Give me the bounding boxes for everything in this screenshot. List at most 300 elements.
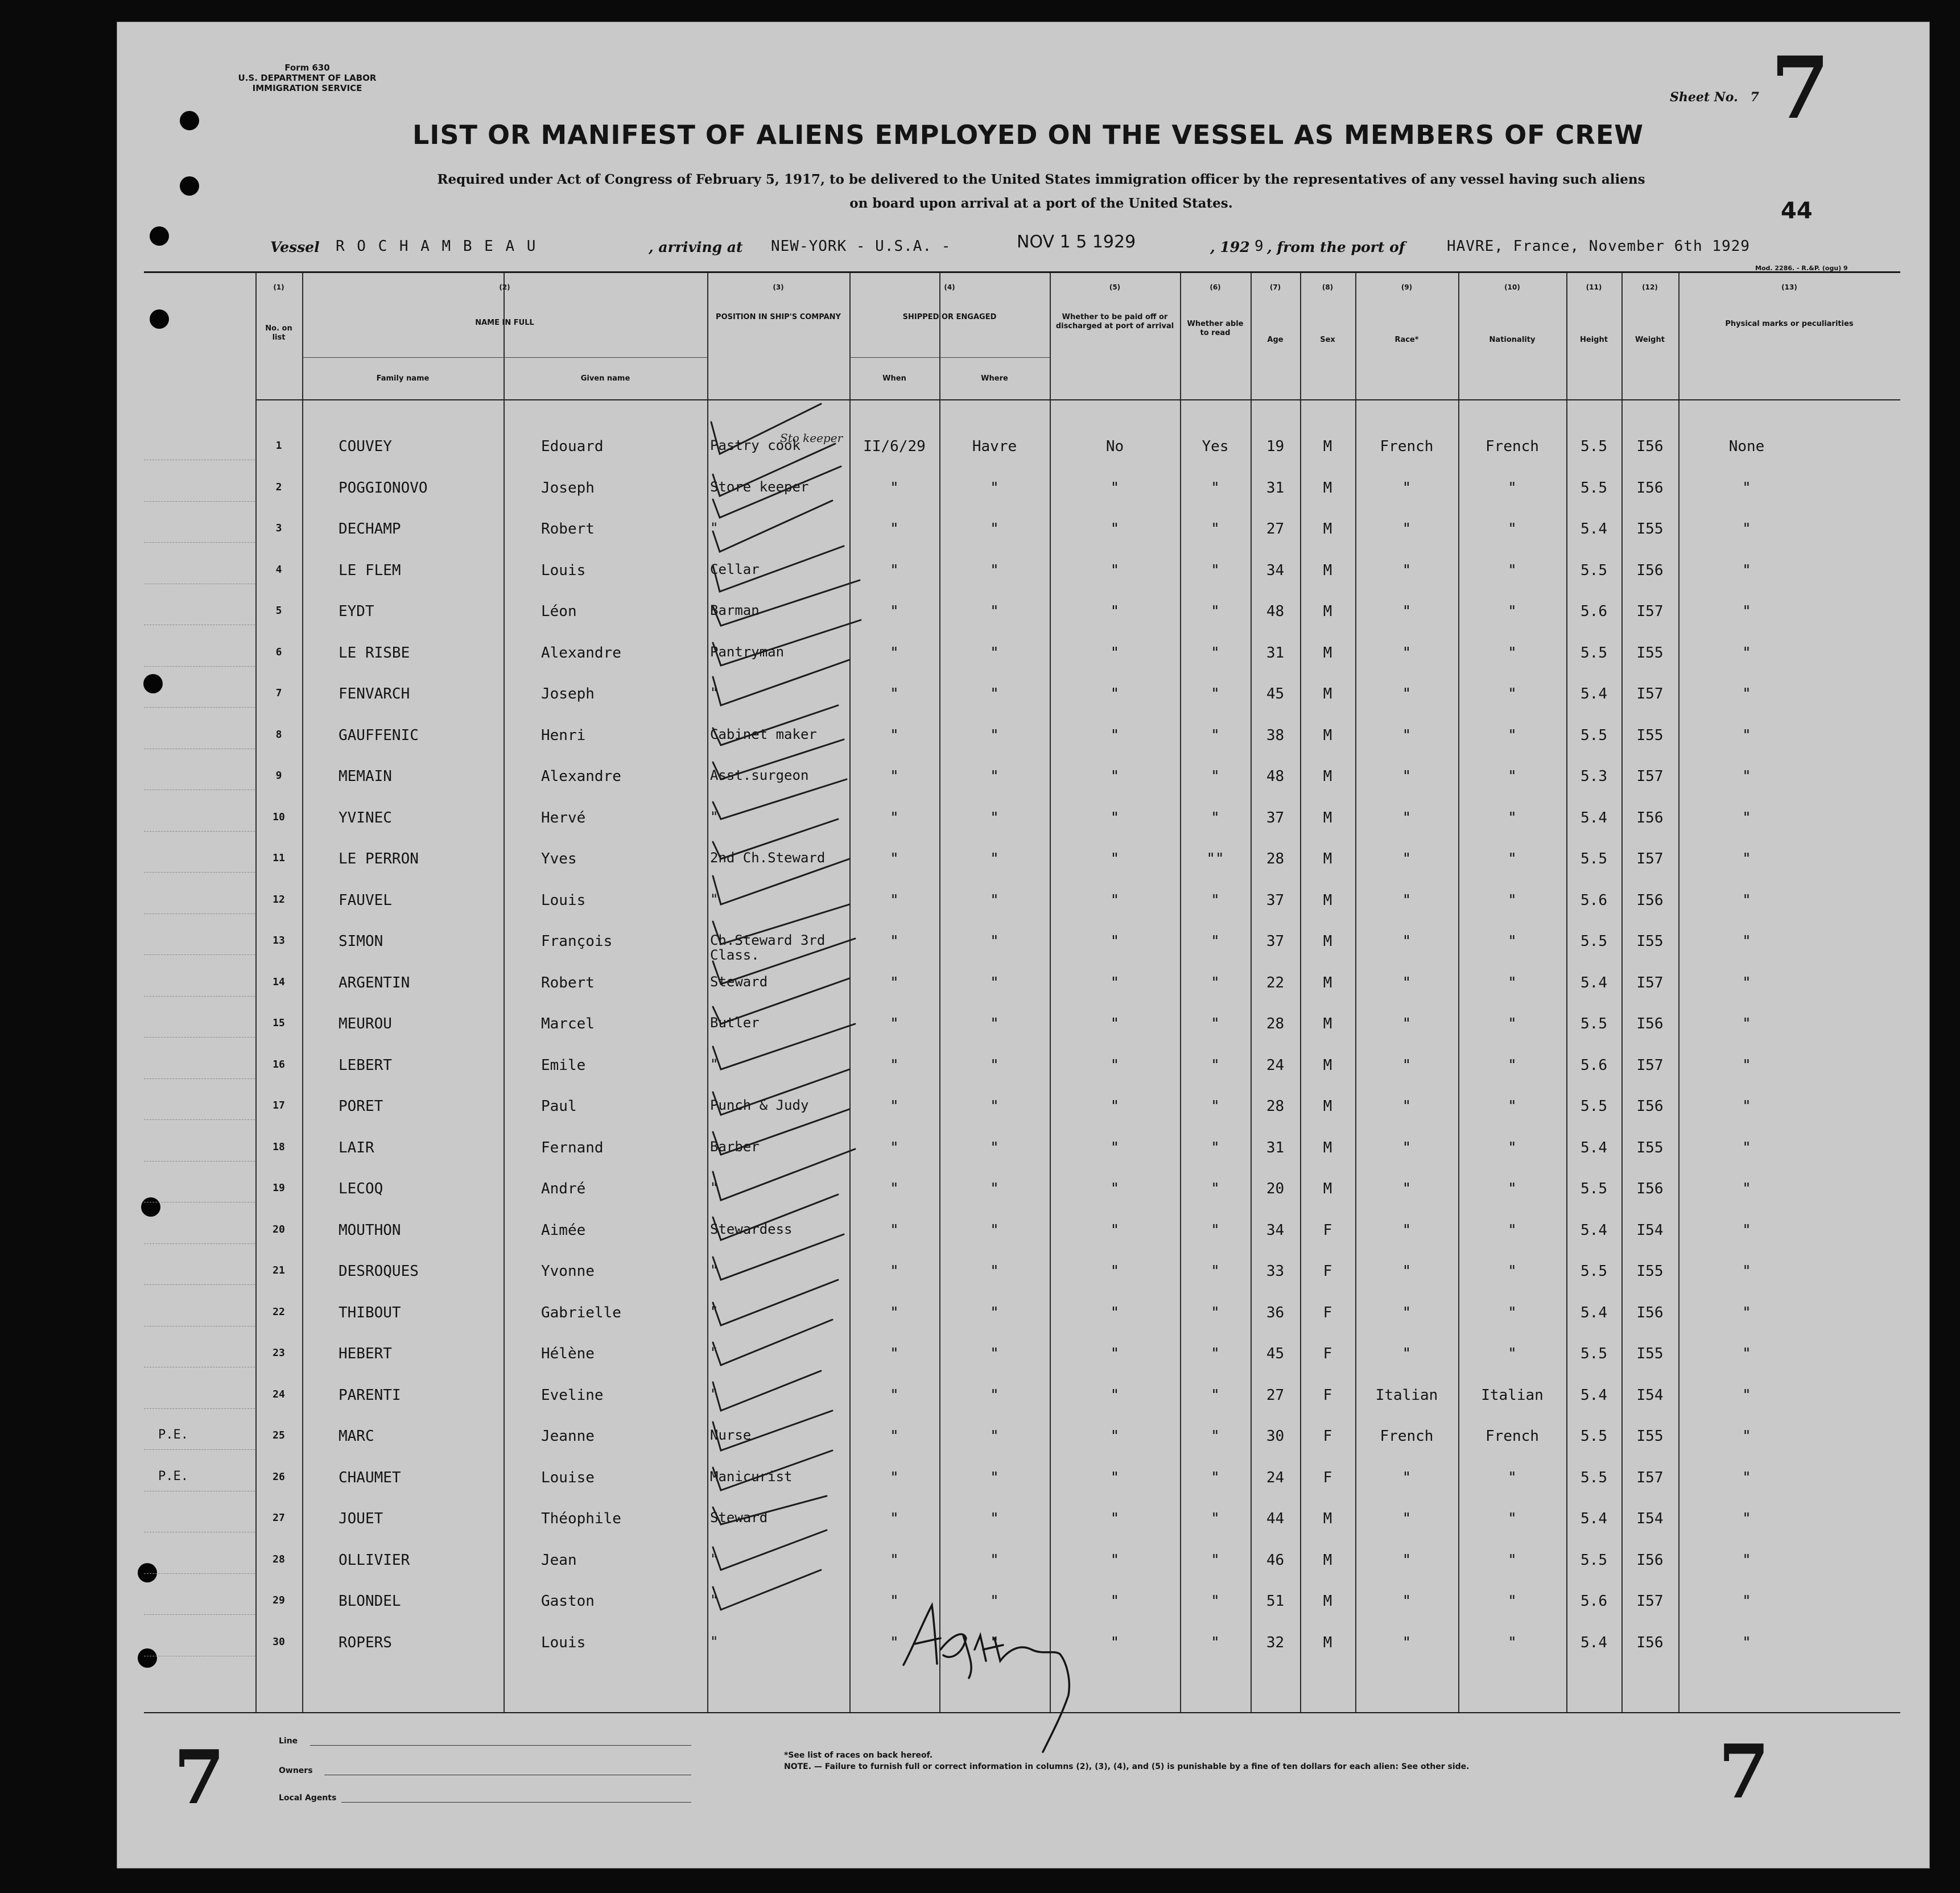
vessel-line (270, 232, 1909, 262)
cell-height: 5.5 (1581, 1015, 1607, 1032)
cell-paid: " (1110, 809, 1120, 826)
cell-nationality: " (1508, 1304, 1517, 1321)
row-number: 13 (273, 935, 285, 946)
cell-age: 31 (1266, 1139, 1285, 1156)
cell-marks: " (1742, 768, 1751, 785)
cell-marks: " (1742, 1386, 1751, 1404)
cell-when: " (890, 1139, 899, 1156)
cell-race: French (1380, 1428, 1434, 1445)
row-number: 19 (273, 1182, 285, 1194)
col-number: (13) (1781, 283, 1797, 291)
sheet-value: 7 (1750, 90, 1759, 105)
cell-marks: " (1742, 1139, 1751, 1156)
cell-where: " (990, 1386, 999, 1404)
cell-age: 27 (1266, 1386, 1285, 1404)
cell-position: " (710, 520, 719, 536)
handwritten-note: Sto keeper (780, 431, 843, 445)
cell-family: CHAUMET (339, 1469, 401, 1486)
cell-sex: M (1323, 850, 1332, 867)
cell-where: " (990, 685, 999, 702)
cell-family: COUVEY (339, 438, 392, 455)
cell-marks: " (1742, 933, 1751, 950)
cell-when: " (890, 1634, 899, 1651)
cell-sex: M (1323, 809, 1332, 826)
cell-read: " (1211, 1056, 1220, 1074)
cell-marks: " (1742, 850, 1751, 867)
cell-height: 5.5 (1581, 1345, 1607, 1362)
cell-read: " (1211, 933, 1220, 950)
cell-weight: I56 (1636, 891, 1664, 909)
cell-position: Store keeper (710, 478, 809, 495)
cell-family: OLLIVIER (339, 1551, 410, 1569)
cell-marks: " (1742, 1263, 1751, 1280)
cell-position: Pantryman (710, 643, 785, 660)
cell-age: 34 (1266, 561, 1285, 579)
cell-when: " (890, 809, 899, 826)
cell-marks: " (1742, 1593, 1751, 1610)
cell-nationality: " (1508, 1345, 1517, 1362)
cell-when: " (890, 1428, 899, 1445)
cell-position: Butler (710, 1015, 760, 1031)
cell-when: " (890, 520, 899, 538)
cell-where: " (990, 1263, 999, 1280)
cell-read: " (1211, 768, 1220, 785)
cell-read: " (1211, 1098, 1220, 1115)
cell-position: Steward (710, 973, 768, 990)
cell-paid: " (1110, 1386, 1120, 1404)
cell-marks: " (1742, 1428, 1751, 1445)
cell-when: " (890, 1180, 899, 1197)
cell-family: MARC (339, 1428, 374, 1445)
cell-weight: I57 (1636, 1056, 1664, 1074)
cell-marks: " (1742, 1345, 1751, 1362)
cell-nationality: Italian (1481, 1386, 1544, 1404)
row-number: 21 (273, 1264, 285, 1276)
cell-paid: " (1110, 933, 1120, 950)
cell-weight: I55 (1636, 1263, 1664, 1280)
row-number: 11 (273, 852, 285, 864)
cell-marks: " (1742, 1056, 1751, 1074)
binder-hole (180, 111, 199, 130)
cell-height: 5.5 (1581, 1180, 1607, 1197)
cell-height: 5.4 (1581, 974, 1607, 991)
cell-position: " (710, 808, 719, 825)
cell-when: " (890, 768, 899, 785)
cell-where: " (990, 809, 999, 826)
cell-given: Jean (541, 1551, 577, 1569)
cell-weight: I57 (1636, 850, 1664, 867)
cell-nationality: " (1508, 1221, 1517, 1239)
cell-given: Alexandre (541, 768, 621, 785)
cell-given: Fernand (541, 1139, 604, 1156)
agents-label: Local Agents (279, 1793, 337, 1803)
cell-when: " (890, 1345, 899, 1362)
cell-marks: " (1742, 1304, 1751, 1321)
line-field (310, 1745, 691, 1746)
cell-race: " (1402, 850, 1412, 867)
cell-when: " (890, 1386, 899, 1404)
cell-marks: " (1742, 809, 1751, 826)
cell-age: 24 (1266, 1469, 1285, 1486)
cell-family: THIBOUT (339, 1304, 401, 1321)
cell-given: Hervé (541, 809, 586, 826)
cell-sex: M (1323, 768, 1332, 785)
cell-position: " (710, 1056, 719, 1072)
cell-where: " (990, 1098, 999, 1115)
cell-nationality: French (1486, 1428, 1539, 1445)
cell-position: " (710, 1262, 719, 1278)
cell-weight: I56 (1636, 479, 1664, 497)
cell-paid: " (1110, 1263, 1120, 1280)
cell-paid: " (1110, 1469, 1120, 1486)
cell-paid: " (1110, 768, 1120, 785)
cell-position: Steward (710, 1510, 768, 1526)
cell-read: " (1211, 1263, 1220, 1280)
cell-nationality: " (1508, 561, 1517, 579)
cell-marks: " (1742, 891, 1751, 909)
cell-where: " (990, 1551, 999, 1569)
cell-read: " (1211, 685, 1220, 702)
cell-sex: M (1323, 891, 1332, 909)
cell-nationality: " (1508, 1551, 1517, 1569)
header-able-to-read: Whether able to read (1187, 320, 1244, 337)
col-number: (7) (1269, 283, 1281, 291)
cell-paid: " (1110, 1098, 1120, 1115)
cell-family: BLONDEL (339, 1593, 401, 1610)
cell-family: PORET (339, 1098, 383, 1115)
cell-height: 5.5 (1581, 1469, 1607, 1486)
cell-nationality: " (1508, 1098, 1517, 1115)
row-number: 14 (273, 976, 285, 988)
pe-mark: P.E. (158, 1469, 188, 1483)
cell-where: " (990, 891, 999, 909)
cell-read: " (1211, 1304, 1220, 1321)
subtitle-line-1: Required under Act of Congress of February 5, 1917, to be delivered to the United States immigration officer by the representatives of any vessel having such aliens (437, 172, 1645, 187)
cell-position: Punch & Judy (710, 1097, 809, 1113)
cell-read: "" (1206, 850, 1224, 867)
cell-read: " (1211, 1221, 1220, 1239)
cell-age: 27 (1266, 520, 1285, 538)
cell-where: " (990, 520, 999, 538)
cell-paid: " (1110, 850, 1120, 867)
cell-paid: " (1110, 1180, 1120, 1197)
cell-age: 28 (1266, 850, 1285, 867)
cell-read: " (1211, 520, 1220, 538)
cell-position: Cabinet maker (710, 726, 817, 742)
cell-weight: I56 (1636, 1180, 1664, 1197)
cell-position: Stewardess (710, 1221, 793, 1237)
cell-marks: " (1742, 1221, 1751, 1239)
cell-age: 20 (1266, 1180, 1285, 1197)
cell-height: 5.5 (1581, 1428, 1607, 1445)
arriving-port: NEW-YORK - U.S.A. - (771, 238, 951, 255)
cell-height: 5.4 (1581, 1634, 1607, 1651)
cell-paid: " (1110, 1345, 1120, 1362)
cell-sex: M (1323, 1098, 1332, 1115)
header-race: Race* (1394, 336, 1419, 344)
cell-marks: " (1742, 603, 1751, 620)
cell-position: " (710, 891, 719, 907)
cell-age: 34 (1266, 1221, 1285, 1239)
cell-race: " (1402, 1469, 1412, 1486)
cell-family: DECHAMP (339, 520, 401, 538)
cell-given: Louis (541, 561, 586, 579)
cell-paid: " (1110, 1304, 1120, 1321)
cell-nationality: French (1486, 438, 1539, 455)
cell-sex: M (1323, 726, 1332, 744)
cell-marks: None (1728, 438, 1765, 455)
cell-weight: I56 (1636, 1015, 1664, 1032)
cell-weight: I55 (1636, 520, 1664, 538)
row-number: 25 (273, 1429, 285, 1441)
cell-nationality: " (1508, 603, 1517, 620)
cell-height: 5.5 (1581, 479, 1607, 497)
cell-read: " (1211, 1634, 1220, 1651)
cell-weight: I57 (1636, 603, 1664, 620)
cell-race: " (1402, 1180, 1412, 1197)
cell-paid: " (1110, 1634, 1120, 1651)
header-where: Where (981, 374, 1008, 383)
cell-weight: I57 (1636, 1469, 1664, 1486)
cell-weight: I56 (1636, 438, 1664, 455)
cell-height: 5.5 (1581, 438, 1607, 455)
cell-position: " (710, 1633, 719, 1650)
cell-where: " (990, 726, 999, 744)
cell-race: French (1380, 438, 1434, 455)
cell-paid: " (1110, 1428, 1120, 1445)
cell-where: " (990, 974, 999, 991)
cell-weight: I54 (1636, 1221, 1664, 1239)
cell-marks: " (1742, 1634, 1751, 1651)
agents-field (341, 1802, 691, 1803)
cell-sex: M (1323, 1551, 1332, 1569)
cell-marks: " (1742, 1551, 1751, 1569)
cell-given: Louis (541, 891, 586, 909)
cell-race: " (1402, 1634, 1412, 1651)
cell-given: Théophile (541, 1510, 621, 1527)
cell-race: " (1402, 726, 1412, 744)
col-number: (4) (944, 283, 955, 291)
cell-nationality: " (1508, 1263, 1517, 1280)
subtitle-line-2: on board upon arrival at a port of the United States. (849, 196, 1233, 211)
cell-where: " (990, 1428, 999, 1445)
cell-given: Yves (541, 850, 577, 867)
cell-age: 45 (1266, 685, 1285, 702)
cell-paid: " (1110, 685, 1120, 702)
cell-age: 36 (1266, 1304, 1285, 1321)
cell-when: " (890, 726, 899, 744)
cell-when: " (890, 479, 899, 497)
cell-given: Edouard (541, 438, 604, 455)
pe-mark: P.E. (158, 1428, 188, 1442)
header-shipped-engaged: SHIPPED OR ENGAGED (902, 313, 997, 321)
cell-where: " (990, 933, 999, 950)
cell-weight: I56 (1636, 1551, 1664, 1569)
cell-height: 5.5 (1581, 726, 1607, 744)
cell-age: 37 (1266, 809, 1285, 826)
cell-sex: M (1323, 603, 1332, 620)
cell-when: " (890, 1015, 899, 1032)
cell-age: 45 (1266, 1345, 1285, 1362)
cell-height: 5.4 (1581, 1139, 1607, 1156)
cell-family: EYDT (339, 603, 374, 620)
cell-family: ROPERS (339, 1634, 392, 1651)
header-position: POSITION IN SHIP'S COMPANY (716, 313, 841, 321)
row-number: 8 (275, 728, 282, 741)
cell-age: 28 (1266, 1015, 1285, 1032)
line-label: Line (279, 1737, 298, 1746)
cell-read: " (1211, 1015, 1220, 1032)
cell-when: " (890, 1263, 899, 1280)
cell-family: YVINEC (339, 809, 392, 826)
cell-race: " (1402, 933, 1412, 950)
cell-read: " (1211, 1345, 1220, 1362)
from-port: HAVRE, France, November 6th 1929 (1447, 238, 1750, 255)
cell-marks: " (1742, 1510, 1751, 1527)
cell-sex: M (1323, 1056, 1332, 1074)
cell-age: 46 (1266, 1551, 1285, 1569)
cell-sex: M (1323, 685, 1332, 702)
cell-sex: F (1323, 1469, 1332, 1486)
cell-weight: I57 (1636, 974, 1664, 991)
cell-read: " (1211, 1428, 1220, 1445)
row-number: 18 (273, 1140, 285, 1153)
cell-race: " (1402, 1263, 1412, 1280)
cell-sex: M (1323, 479, 1332, 497)
cell-marks: " (1742, 1098, 1751, 1115)
cell-position: 2nd Ch.Steward (710, 850, 826, 866)
cell-paid: " (1110, 561, 1120, 579)
cell-where: " (990, 1634, 999, 1651)
cell-family: FAUVEL (339, 891, 392, 909)
cell-nationality: " (1508, 1139, 1517, 1156)
cell-sex: F (1323, 1263, 1332, 1280)
year-label: , 192 (1210, 239, 1250, 255)
cell-marks: " (1742, 1015, 1751, 1032)
cell-marks: " (1742, 1180, 1751, 1197)
cell-given: Gaston (541, 1593, 595, 1610)
cell-race: " (1402, 1345, 1412, 1362)
cell-nationality: " (1508, 726, 1517, 744)
cell-where: " (990, 644, 999, 662)
cell-where: " (990, 1304, 999, 1321)
row-number: 17 (273, 1100, 285, 1111)
cell-position: Barman (710, 602, 760, 618)
cell-position: " (710, 685, 719, 701)
cell-where: " (990, 1510, 999, 1527)
row-number: 6 (275, 646, 282, 658)
cell-race: " (1402, 768, 1412, 785)
cell-weight: I55 (1636, 933, 1664, 950)
cell-where: " (990, 479, 999, 497)
cell-sex: M (1323, 1593, 1332, 1610)
cell-age: 30 (1266, 1428, 1285, 1445)
cell-paid: " (1110, 1221, 1120, 1239)
cell-when: " (890, 1551, 899, 1569)
cell-age: 31 (1266, 479, 1285, 497)
cell-nationality: " (1508, 1015, 1517, 1032)
cell-weight: I56 (1636, 561, 1664, 579)
cell-age: 37 (1266, 933, 1285, 950)
big-sheet-number: 7 (1771, 38, 1830, 138)
cell-weight: I55 (1636, 1345, 1664, 1362)
cell-paid: " (1110, 603, 1120, 620)
cell-race: Italian (1375, 1386, 1438, 1404)
cell-read: " (1211, 891, 1220, 909)
row-number: 15 (273, 1017, 285, 1029)
header-physical-marks: Physical marks or peculiarities (1725, 320, 1854, 328)
header-height: Height (1580, 336, 1608, 344)
cell-given: Robert (541, 974, 595, 991)
cell-paid: No (1105, 438, 1124, 455)
cell-age: 32 (1266, 1634, 1285, 1651)
header-weight: Weight (1635, 336, 1665, 344)
cell-read: " (1211, 1386, 1220, 1404)
cell-when: " (890, 1304, 899, 1321)
cell-paid: " (1110, 974, 1120, 991)
cell-when: II/6/29 (863, 438, 926, 455)
header-name-in-full: NAME IN FULL (475, 319, 534, 327)
cell-sex: F (1323, 1221, 1332, 1239)
header-sex: Sex (1320, 336, 1335, 344)
cell-sex: M (1323, 438, 1332, 455)
cell-age: 51 (1266, 1593, 1285, 1610)
row-number: 23 (273, 1347, 285, 1359)
cell-height: 5.5 (1581, 561, 1607, 579)
row-number: 20 (273, 1223, 285, 1235)
cell-when: " (890, 644, 899, 662)
cell-where: " (990, 1180, 999, 1197)
cell-given: Eveline (541, 1386, 604, 1404)
cell-position: Manicurist (710, 1468, 793, 1485)
service-text: IMMIGRATION SERVICE (252, 83, 362, 93)
cell-sex: F (1323, 1345, 1332, 1362)
cell-paid: " (1110, 1551, 1120, 1569)
col-number: (6) (1210, 283, 1221, 291)
cell-marks: " (1742, 974, 1751, 991)
cell-race: " (1402, 1139, 1412, 1156)
cell-where: " (990, 1015, 999, 1032)
form-no-text: Form 630 (284, 63, 330, 73)
row-number: 4 (275, 563, 282, 576)
cell-weight: I54 (1636, 1386, 1664, 1404)
cell-given: Joseph (541, 479, 595, 497)
cell-age: 28 (1266, 1098, 1285, 1115)
cell-read: " (1211, 1593, 1220, 1610)
col-number: (11) (1586, 283, 1602, 291)
cell-weight: I56 (1636, 1304, 1664, 1321)
sheet-number (1670, 90, 1759, 105)
sheet-label: Sheet No. (1670, 90, 1738, 105)
subtitle (259, 168, 1823, 216)
cell-nationality: " (1508, 520, 1517, 538)
cell-height: 5.6 (1581, 1056, 1607, 1074)
cell-position: " (710, 1303, 719, 1320)
cell-sex: M (1323, 1180, 1332, 1197)
cell-nationality: " (1508, 891, 1517, 909)
cell-nationality: " (1508, 1510, 1517, 1527)
cell-race: " (1402, 891, 1412, 909)
cell-given: Louis (541, 1634, 586, 1651)
cell-height: 5.5 (1581, 644, 1607, 662)
cell-where: " (990, 561, 999, 579)
cell-family: JOUET (339, 1510, 383, 1527)
penalty-note: NOTE. — Failure to furnish full or correct information in columns (2), (3), (4), and (5) is punishable by a fine of ten dollars for each alien: See other side. (784, 1762, 1470, 1771)
header-nationality: Nationality (1489, 336, 1536, 344)
col-number: (3) (773, 283, 784, 291)
cell-family: GAUFFENIC (339, 726, 419, 744)
row-number: 27 (273, 1512, 285, 1524)
